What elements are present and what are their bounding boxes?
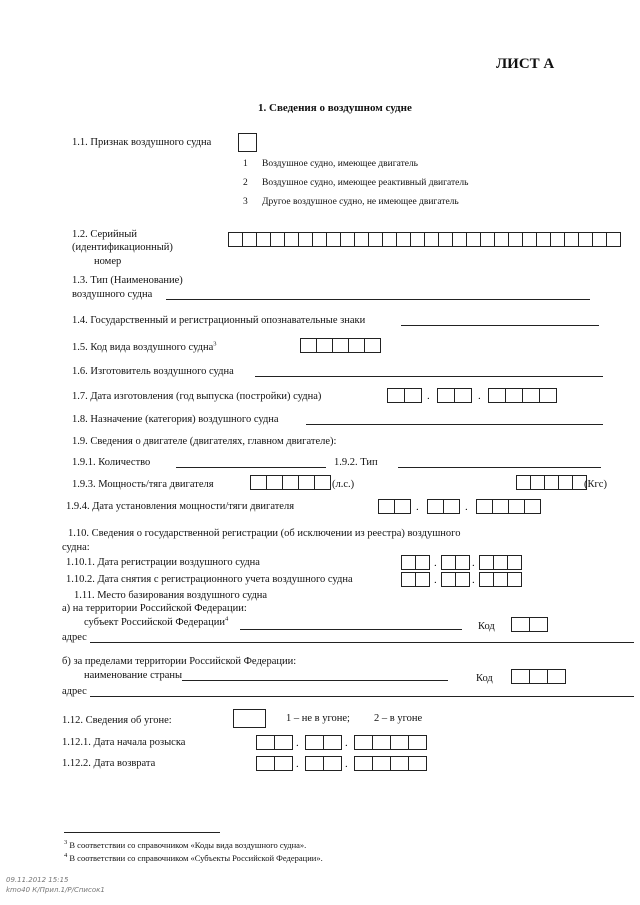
country-label: наименование страны [84,670,183,681]
date-separator: . [296,758,299,770]
search-start-day[interactable] [256,735,293,750]
option-1-text: Воздушное судно, имеющее двигатель [262,159,419,169]
address-a-label: адрес [62,632,87,643]
date-separator: . [465,501,468,513]
field-1-1-label: 1.1. Признак воздушного судна [72,137,212,148]
date-separator: . [434,574,437,586]
option-2-text: Воздушное судно, имеющее реактивный двигатель [262,178,469,188]
hijack-option-2: 2 – в угоне [374,713,423,724]
field-1-11-b-label: б) за пределами территории Российской Федерации: [62,656,297,667]
registration-date-month[interactable] [441,555,470,570]
power-date-year[interactable] [476,499,541,514]
serial-number-cells[interactable] [228,232,621,247]
option-3-text: Другое воздушное судно, не имеющее двигатель [262,197,459,207]
deregistration-date-month[interactable] [441,572,470,587]
field-1-4-label: 1.4. Государственный и регистрационный опознавательные знаки [72,315,366,326]
date-separator: . [296,737,299,749]
scan-stamp-date: 09.11.2012 15:15 [6,876,69,884]
address-b-line[interactable] [90,696,634,697]
footnote-ref-4: 4 [224,615,229,623]
address-a-line[interactable] [90,642,634,643]
date-separator: . [434,557,437,569]
deregistration-date-day[interactable] [401,572,430,587]
registration-date-year[interactable] [479,555,522,570]
date-separator: . [416,501,419,513]
date-separator: . [345,758,348,770]
date-separator: . [427,390,430,402]
option-3-num: 3 [243,197,248,207]
deregistration-date-year[interactable] [479,572,522,587]
aircraft-kind-code-cells[interactable] [300,338,381,353]
manufacturer-line[interactable] [255,376,603,377]
footnote-ref-3: 3 [213,340,217,348]
aircraft-attribute-box[interactable] [238,133,257,152]
field-1-10-1-label: 1.10.1. Дата регистрации воздушного судна [66,557,260,568]
field-1-11-label: 1.11. Место базирования воздушного судна [74,590,268,601]
subject-label [84,617,228,629]
manufacture-date-month[interactable] [437,388,472,403]
power-date-month[interactable] [427,499,460,514]
field-1-9-2-label: 1.9.2. Тип [334,457,378,468]
engine-count-line[interactable] [176,467,326,468]
date-separator: . [478,390,481,402]
footnote-3 [64,839,306,851]
engine-power-hp-cells[interactable] [250,475,331,490]
footnote-4-text: В соответствии со справочником «Субъекты Российской Федерации». [69,853,323,863]
field-1-10-line2: судна: [62,542,90,553]
field-1-12-1-label: 1.12.1. Дата начала розыска [62,737,186,748]
date-separator: . [472,574,475,586]
option-1-num: 1 [243,159,248,169]
scan-stamp-path: kmo40 К/Прил.1/Р/Список1 [6,886,105,894]
field-1-5-text: 1.5. Код вида воздушного судна [72,342,214,353]
subject-label-text: субъект Российской Федерации [84,617,225,628]
section-title: 1. Сведения о воздушном судне [258,102,412,114]
engine-thrust-kgf-cells[interactable] [516,475,587,490]
subject-line[interactable] [240,629,462,630]
field-1-2-line2: (идентификационный) [72,242,173,253]
search-start-month[interactable] [305,735,342,750]
footnote-3-num: 3 [64,839,68,847]
field-1-9-label: 1.9. Сведения о двигателе (двигателях, главном двигателе): [72,436,337,447]
field-1-7-label: 1.7. Дата изготовления (год выпуска (постройки) судна) [72,391,322,402]
aircraft-type-line[interactable] [166,299,590,300]
manufacture-date-day[interactable] [387,388,422,403]
footnote-3-text: В соответствии со справочником «Коды вида воздушного судна». [69,840,307,850]
address-b-label: адрес [62,686,87,697]
field-1-2-line1: 1.2. Серийный [72,229,137,240]
hijack-option-1: 1 – не в угоне; [286,713,350,724]
hijack-status-box[interactable] [233,709,266,728]
field-1-11-a-label: а) на территории Российской Федерации: [62,603,247,614]
field-1-9-1-label: 1.9.1. Количество [72,457,151,468]
engine-type-line[interactable] [398,467,601,468]
date-separator: . [472,557,475,569]
return-date-month[interactable] [305,756,342,771]
code-a-label: Код [478,621,495,632]
field-1-12-2-label: 1.12.2. Дата возврата [62,758,156,769]
field-1-3-line1: 1.3. Тип (Наименование) [72,275,183,286]
date-separator: . [345,737,348,749]
field-1-9-4-label: 1.9.4. Дата установления мощности/тяги двигателя [66,501,295,512]
footnote-4-num: 4 [64,852,68,860]
return-date-day[interactable] [256,756,293,771]
search-start-year[interactable] [354,735,427,750]
subject-code-cells[interactable] [511,617,548,632]
registration-marks-line[interactable] [401,325,599,326]
field-1-5-label [72,342,217,354]
footnote-divider [64,832,220,833]
unit-kgf: (Кгс) [584,479,607,490]
field-1-3-line2: воздушного судна [72,289,153,300]
unit-hp: (л.с.) [332,479,355,490]
field-1-6-label: 1.6. Изготовитель воздушного судна [72,366,234,377]
field-1-12-label: 1.12. Сведения об угоне: [62,715,172,726]
footnote-4 [64,852,323,864]
code-b-label: Код [476,673,493,684]
field-1-10-2-label: 1.10.2. Дата снятия с регистрационного учета воздушного судна [66,574,353,585]
manufacture-date-year[interactable] [488,388,557,403]
option-2-num: 2 [243,178,248,188]
country-code-cells[interactable] [511,669,566,684]
registration-date-day[interactable] [401,555,430,570]
purpose-category-line[interactable] [306,424,603,425]
country-line[interactable] [182,680,448,681]
field-1-8-label: 1.8. Назначение (категория) воздушного судна [72,414,279,425]
sheet-title: ЛИСТ А [496,56,555,72]
power-date-day[interactable] [378,499,411,514]
field-1-2-line3: номер [94,256,122,267]
field-1-10-line1: 1.10. Сведения о государственной регистрации (об исключении из реестра) воздушного [68,528,461,539]
return-date-year[interactable] [354,756,427,771]
field-1-9-3-label: 1.9.3. Мощность/тяга двигателя [72,479,214,490]
